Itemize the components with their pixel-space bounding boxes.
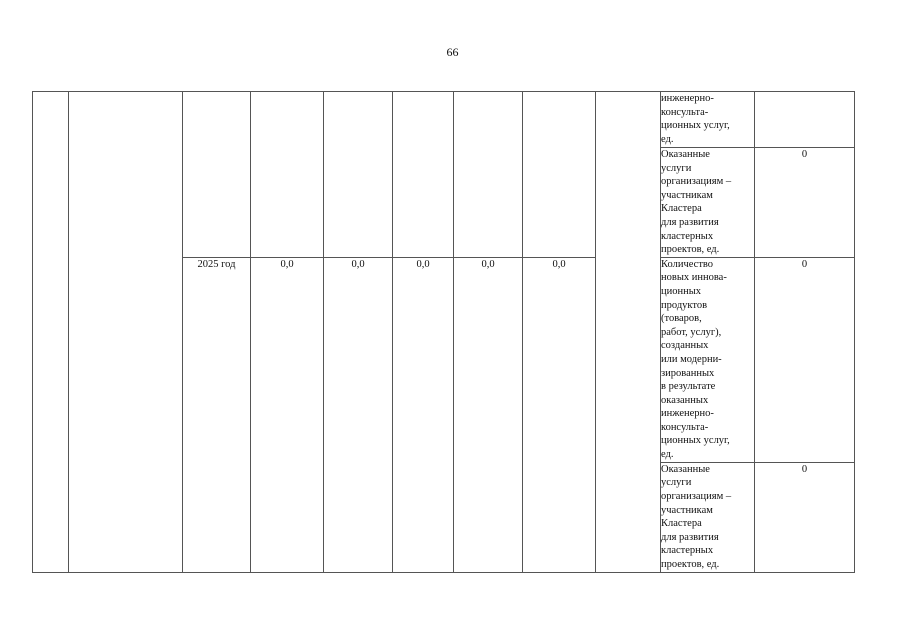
indicator-text: Оказанные услуги организациям – участникам Кластера для развития кластерных проектов, ед. bbox=[661, 463, 732, 570]
indicator-value-cell: 0 bbox=[755, 462, 855, 572]
value-cell: 0,0 bbox=[393, 257, 454, 572]
year-cell: 2025 год bbox=[183, 257, 251, 572]
indicator-value-cell: 0 bbox=[755, 257, 855, 462]
value-cell bbox=[523, 92, 596, 258]
value-cell: 0,0 bbox=[324, 257, 393, 572]
value-cell: 0,0 bbox=[454, 257, 523, 572]
indicator-text: Количество новых иннова- ционных продуктов (товаров, работ, услуг), созданных или модерни- зированных в результате оказанных инженерно- консульта- ционных услуг, ед. bbox=[661, 258, 730, 461]
executor-cell bbox=[596, 92, 661, 573]
value-cell bbox=[454, 92, 523, 258]
indicator-value-cell: 0 bbox=[755, 148, 855, 258]
value-cell bbox=[251, 92, 324, 258]
indicator-text: Оказанные услуги организациям – участникам Кластера для развития кластерных проектов, ед. bbox=[661, 149, 732, 256]
indicator-cell bbox=[661, 257, 755, 462]
value-cell bbox=[393, 92, 454, 258]
year-cell bbox=[183, 92, 251, 258]
indicator-cell bbox=[661, 462, 755, 572]
indicator-value-cell bbox=[755, 92, 855, 148]
page-number: 66 bbox=[446, 45, 459, 59]
row-number-cell bbox=[33, 92, 69, 573]
indicator-text: инженерно- консульта- ционных услуг, ед. bbox=[661, 93, 730, 145]
value-cell: 0,0 bbox=[523, 257, 596, 572]
value-cell: 0,0 bbox=[251, 257, 324, 572]
activity-name-cell bbox=[69, 92, 183, 573]
indicator-cell bbox=[661, 92, 755, 148]
table-row bbox=[33, 92, 855, 148]
indicator-cell bbox=[661, 148, 755, 258]
value-cell bbox=[324, 92, 393, 258]
program-table bbox=[32, 91, 855, 573]
